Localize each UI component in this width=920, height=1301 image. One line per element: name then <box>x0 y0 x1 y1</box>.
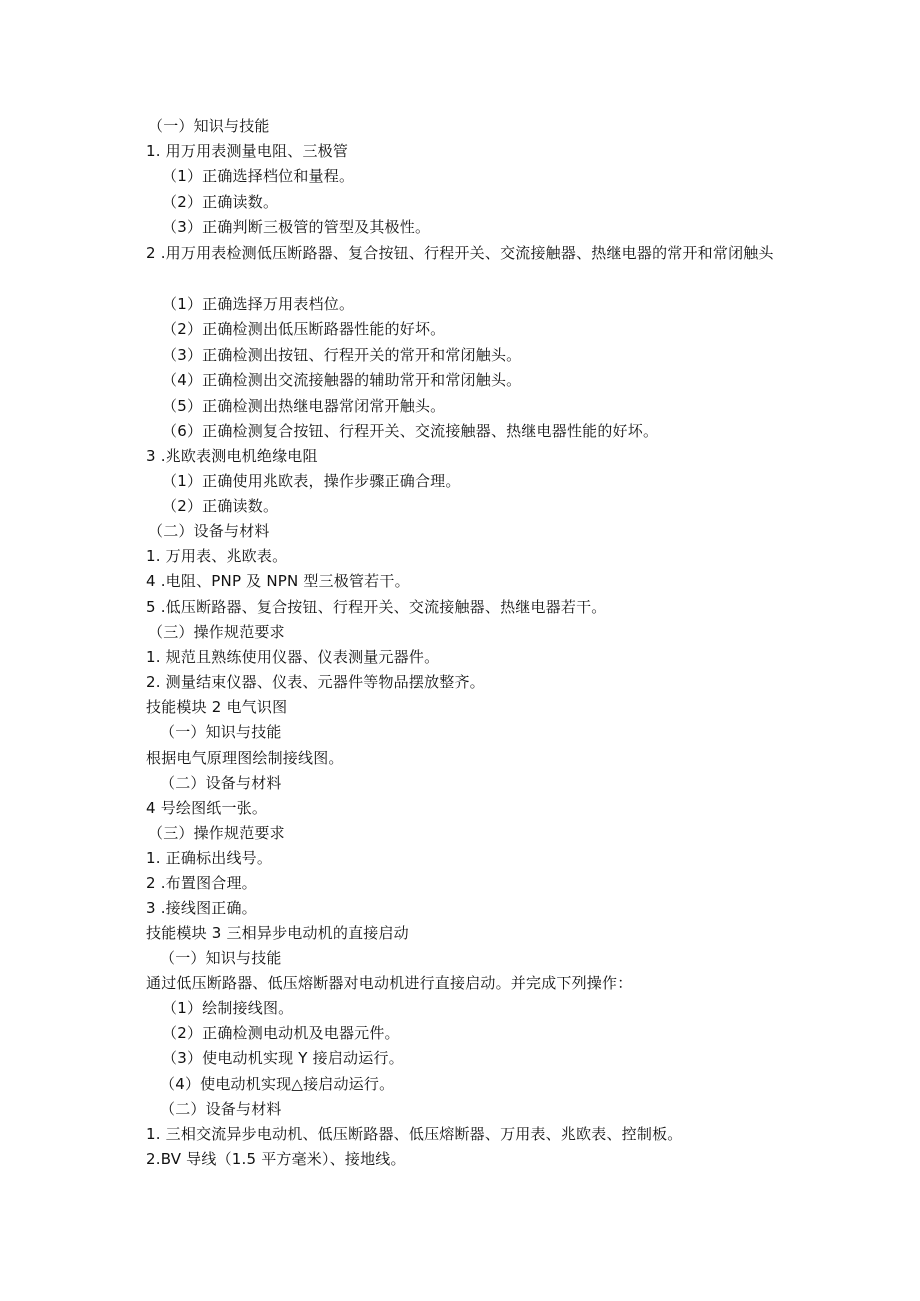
list-item: 2. 测量结束仪器、仪表、元器件等物品摆放整齐。 <box>146 673 485 691</box>
section-heading: （一）知识与技能 <box>160 723 282 741</box>
paragraph: 根据电气原理图绘制接线图。 <box>146 749 344 767</box>
list-item: 3 .接线图正确。 <box>146 899 257 917</box>
list-item: 1. 正确标出线号。 <box>146 849 273 867</box>
list-item: 2.BV 导线（1.5 平方毫米）、接地线。 <box>146 1150 406 1168</box>
list-item: 1. 万用表、兆欧表。 <box>146 547 288 565</box>
sub-item: （5）正确检测出热继电器常闭常开触头。 <box>162 397 446 415</box>
section-heading: （二）设备与材料 <box>148 522 270 540</box>
paragraph: 通过低压断路器、低压熔断器对电动机进行直接启动。并完成下列操作： <box>146 974 633 992</box>
sub-item: （1）正确使用兆欧表，操作步骤正确合理。 <box>162 472 461 490</box>
list-item: 2 .布置图合理。 <box>146 874 257 892</box>
module-heading: 技能模块 2 电气识图 <box>146 698 288 716</box>
module-heading: 技能模块 3 三相异步电动机的直接启动 <box>146 924 409 942</box>
list-item: 4 .电阻、PNP 及 NPN 型三极管若干。 <box>146 572 410 590</box>
sub-item: （4）正确检测出交流接触器的辅助常开和常闭触头。 <box>162 371 522 389</box>
section-heading: （二）设备与材料 <box>160 774 282 792</box>
sub-item: （4）使电动机实现△接启动运行。 <box>160 1075 395 1093</box>
sub-item: （3）正确检测出按钮、行程开关的常开和常闭触头。 <box>162 346 522 364</box>
sub-item: （1）绘制接线图。 <box>162 999 294 1017</box>
section-heading: （二）设备与材料 <box>160 1100 282 1118</box>
sub-item: （3）正确判断三极管的管型及其极性。 <box>162 218 431 236</box>
section-heading: （一）知识与技能 <box>148 117 270 135</box>
section-heading: （三）操作规范要求 <box>148 623 285 641</box>
list-item: 5 .低压断路器、复合按钮、行程开关、交流接触器、热继电器若干。 <box>146 598 607 616</box>
sub-item: （6）正确检测复合按钮、行程开关、交流接触器、热继电器性能的好坏。 <box>162 422 659 440</box>
list-item: 1. 规范且熟练使用仪器、仪表测量元器件。 <box>146 648 440 666</box>
sub-item: （3）使电动机实现 Y 接启动运行。 <box>162 1049 404 1067</box>
section-heading: （一）知识与技能 <box>160 949 282 967</box>
sub-item: （2）正确检测出低压断路器性能的好坏。 <box>162 320 446 338</box>
sub-item: （2）正确读数。 <box>162 193 279 211</box>
item-heading: 3 .兆欧表测电机绝缘电阻 <box>146 447 318 465</box>
sub-item: （2）正确读数。 <box>162 497 279 515</box>
sub-item: （1）正确选择万用表档位。 <box>162 295 355 313</box>
sub-item: （1）正确选择档位和量程。 <box>162 167 355 185</box>
item-heading: 2 .用万用表检测低压断路器、复合按钮、行程开关、交流接触器、热继电器的常开和常闭触头 <box>146 244 774 262</box>
list-item: 1. 三相交流异步电动机、低压断路器、低压熔断器、万用表、兆欧表、控制板。 <box>146 1125 683 1143</box>
item-heading: 1. 用万用表测量电阻、三极管 <box>146 142 349 160</box>
paragraph: 4 号绘图纸一张。 <box>146 799 268 817</box>
sub-item: （2）正确检测电动机及电器元件。 <box>162 1024 400 1042</box>
section-heading: （三）操作规范要求 <box>148 824 285 842</box>
